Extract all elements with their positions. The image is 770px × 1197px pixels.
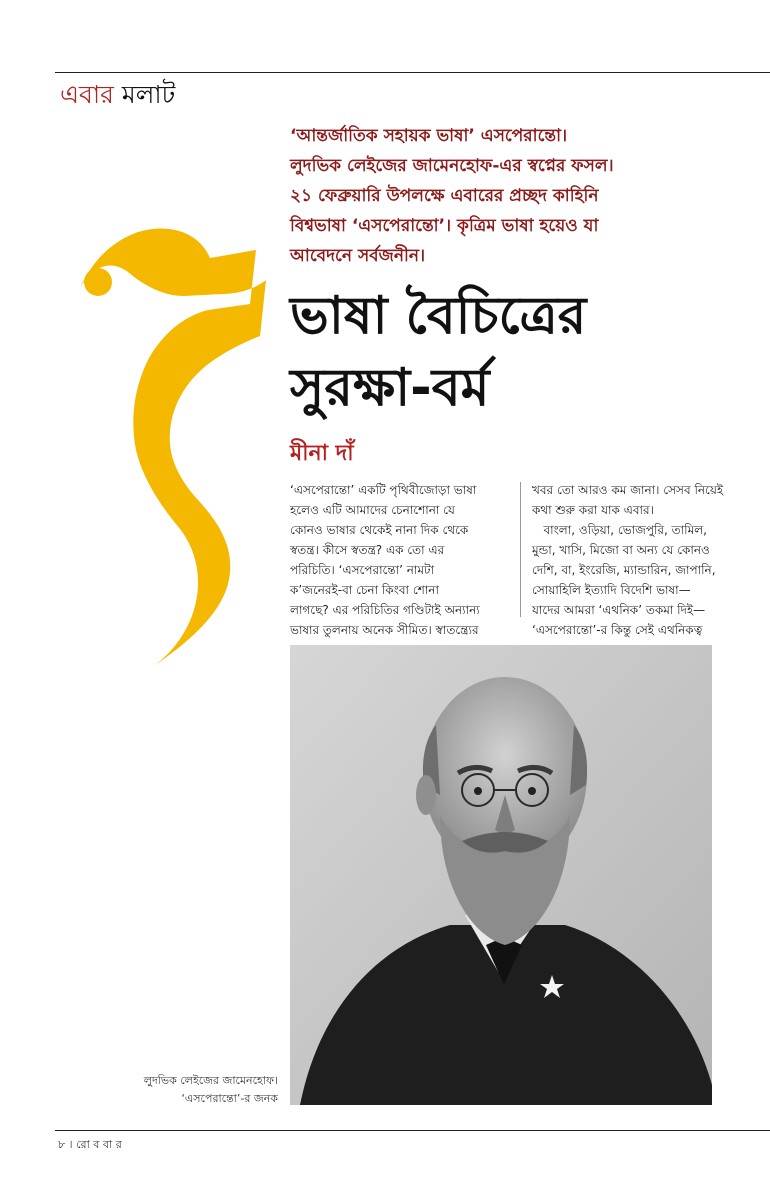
body-line: লাগছে? এর পরিচিতির গণ্ডিটাই অন্যান্য — [290, 603, 480, 617]
caption-line: ‘এসপেরান্তো’-র জনক — [181, 1092, 278, 1105]
top-rule — [55, 72, 770, 73]
headline-line-1: ভাষা বৈচিত্রের — [290, 286, 587, 346]
body-line: ‘এসপেরান্তো’-র কিন্তু সেই এথনিকত্ব — [532, 623, 703, 637]
headline — [290, 280, 586, 424]
body-line: ক’জনেরই-বা চেনা কিংবা শোনা — [290, 583, 439, 597]
caption-line: লুদভিক লেইজের জামেনহোফ। — [143, 1074, 278, 1087]
body-line: কথা শুরু করা যাক এবার। — [532, 503, 654, 517]
intro-line: আবেদনে সর্বজনীন। — [290, 246, 426, 266]
body-line: পরিচিতি। ‘এসপেরান্তো’ নামটা — [290, 563, 435, 577]
body-line: স্বতন্ত্র। কীসে স্বতন্ত্র? এক তো এর — [290, 543, 445, 557]
intro-standfirst — [290, 121, 760, 271]
intro-line: বিশ্বভাষা ‘এসপেরান্তো’। কৃত্রিম ভাষা হয়েও যা — [290, 216, 599, 236]
bottom-rule — [55, 1130, 770, 1131]
body-line: বাংলা, ওড়িয়া, ভোজপুরি, তামিল, — [532, 523, 707, 537]
page-folio: ৮ । রো ব বা র — [58, 1138, 122, 1151]
body-line: মুন্ডা, খাসি, মিজো বা অন্য যে কোনও — [532, 543, 710, 557]
headline-line-2: সুরক্ষা-বর্ম — [290, 358, 490, 418]
section-label-red: এবার — [60, 80, 114, 109]
body-line: যাদের আমরা ‘এথনিক’ তকমা দিই— — [532, 603, 706, 617]
column-divider — [520, 482, 521, 617]
intro-line: ২১ ফেব্রুয়ারি উপলক্ষে এবারের প্রচ্ছদ কাহিনি — [290, 186, 599, 206]
section-label — [60, 78, 175, 112]
body-line: সোয়াহিলি ইত্যাদি বিদেশি ভাষা— — [532, 583, 691, 597]
intro-line: লুদভিক লেইজের জামেনহোফ-এর স্বপ্নের ফসল। — [290, 156, 614, 176]
large-yellow-glyph-icon — [50, 210, 275, 680]
section-label-dark: মলাট — [121, 80, 176, 109]
body-line: দেশি, বা, ইংরেজি, ম্যান্ডারিন, জাপানি, — [532, 563, 716, 577]
portrait-photo — [290, 645, 712, 1105]
photo-caption — [60, 1072, 278, 1108]
body-line: ‘এসপেরান্তো’ একটি পৃথিবীজোড়া ভাষা — [290, 483, 477, 497]
body-column-1 — [290, 480, 512, 640]
body-line: ভাষার তুলনায় অনেক সীমিত। স্বাতন্ত্র্যের — [290, 623, 479, 637]
body-line: খবর তো আরও কম জানা। সেসব নিয়েই — [532, 483, 724, 497]
body-line: কোনও ভাষার থেকেই নানা দিক থেকে — [290, 523, 469, 537]
body-line: হলেও এটি আমাদের চেনাশোনা যে — [290, 503, 455, 517]
author-byline: মীনা দাঁ — [290, 441, 354, 466]
intro-line: ‘আন্তর্জাতিক সহায়ক ভাষা’ এসপেরান্তো। — [290, 126, 568, 146]
body-column-2 — [532, 480, 732, 640]
